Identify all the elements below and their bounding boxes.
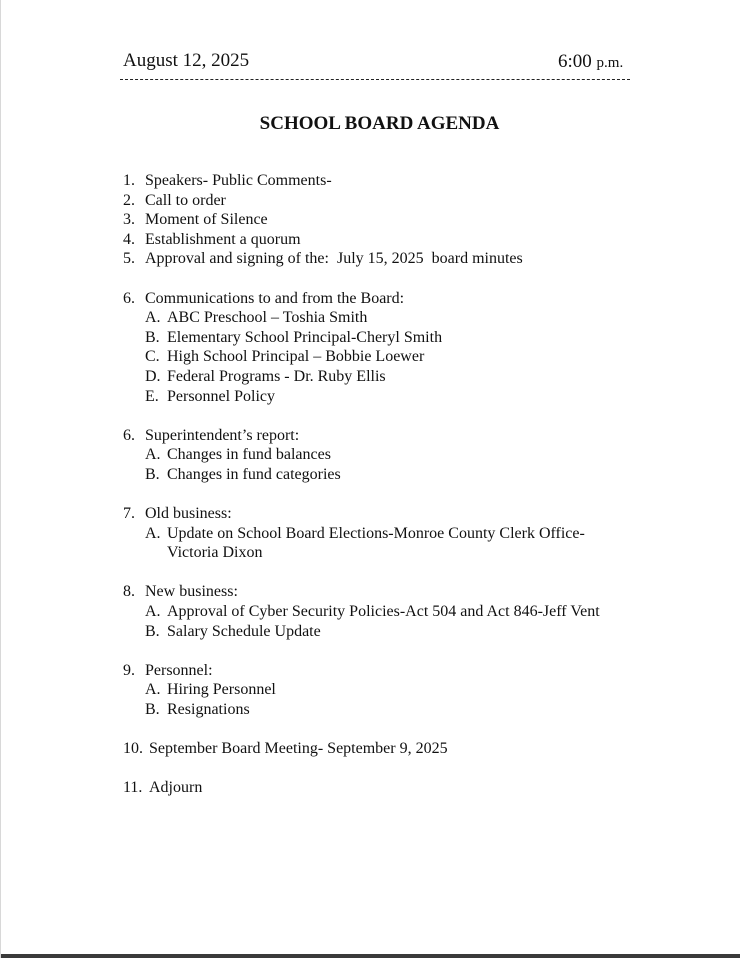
agenda-subitem bbox=[123, 680, 600, 700]
subitem-letter: B. bbox=[145, 328, 160, 346]
spacer bbox=[123, 269, 600, 289]
agenda-item bbox=[123, 289, 600, 309]
agenda-item bbox=[123, 249, 600, 269]
item-text: Approval and signing of the: July 15, 2025 board minutes bbox=[145, 250, 523, 268]
agenda-item bbox=[123, 504, 600, 524]
spacer bbox=[123, 720, 600, 740]
agenda-subitem bbox=[123, 445, 600, 465]
agenda-item bbox=[123, 210, 600, 230]
item-text: Adjourn bbox=[149, 779, 203, 797]
agenda-subitem bbox=[123, 347, 600, 367]
bottom-edge-bar bbox=[1, 954, 740, 958]
subitem-letter: A. bbox=[145, 446, 161, 464]
subitem-letter: E. bbox=[145, 387, 159, 405]
agenda-item bbox=[123, 661, 600, 681]
subitem-text: Changes in fund balances bbox=[167, 446, 331, 464]
item-text: Establishment a quorum bbox=[145, 230, 301, 248]
item-number: 2. bbox=[123, 191, 135, 209]
agenda-item bbox=[123, 739, 600, 759]
agenda-list bbox=[123, 171, 600, 798]
agenda-subitem bbox=[123, 602, 600, 622]
agenda-subitem bbox=[123, 308, 600, 328]
meeting-date: August 12, 2025 bbox=[123, 50, 250, 71]
item-text: Old business: bbox=[145, 505, 232, 523]
subitem-text: Federal Programs - Dr. Ruby Ellis bbox=[167, 367, 386, 385]
item-number: 6. bbox=[123, 289, 135, 307]
agenda-item bbox=[123, 582, 600, 602]
item-text: Superintendent’s report: bbox=[145, 426, 300, 444]
header-divider bbox=[120, 79, 630, 80]
spacer bbox=[123, 641, 600, 661]
item-number: 4. bbox=[123, 230, 135, 248]
item-text: Communications to and from the Board: bbox=[145, 289, 405, 307]
page-title: SCHOOL BOARD AGENDA bbox=[259, 113, 500, 134]
agenda-subitem bbox=[123, 387, 600, 407]
subitem-letter: C. bbox=[145, 348, 160, 366]
item-text: New business: bbox=[145, 583, 238, 601]
item-text: Personnel: bbox=[145, 661, 213, 679]
agenda-subitem bbox=[123, 700, 600, 720]
agenda-item bbox=[123, 426, 600, 446]
item-number: 3. bbox=[123, 211, 135, 229]
subitem-text: High School Principal – Bobbie Loewer bbox=[167, 348, 425, 366]
agenda-subitem bbox=[123, 328, 600, 348]
item-text: Speakers- Public Comments- bbox=[145, 172, 332, 189]
subitem-letter: B. bbox=[145, 465, 160, 483]
subitem-text: Resignations bbox=[167, 701, 250, 719]
agenda-item bbox=[123, 171, 600, 191]
item-number: 9. bbox=[123, 661, 135, 679]
agenda-item bbox=[123, 191, 600, 211]
subitem-continuation: Victoria Dixon bbox=[167, 544, 263, 562]
subitem-letter: A. bbox=[145, 309, 161, 327]
subitem-text: Hiring Personnel bbox=[167, 681, 276, 699]
subitem-text: Update on School Board Elections-Monroe County Clerk Office- bbox=[167, 524, 585, 542]
spacer bbox=[123, 563, 600, 583]
meeting-time bbox=[558, 51, 623, 73]
item-number: 11. bbox=[123, 779, 143, 797]
item-text: Call to order bbox=[145, 191, 226, 209]
subitem-letter: B. bbox=[145, 622, 160, 640]
subitem-letter: D. bbox=[145, 367, 161, 385]
subitem-text: Changes in fund categories bbox=[167, 465, 341, 483]
item-number: 6. bbox=[123, 426, 135, 444]
subitem-text: Elementary School Principal-Cheryl Smith bbox=[167, 328, 443, 346]
subitem-letter: A. bbox=[145, 681, 161, 699]
agenda-item bbox=[123, 230, 600, 250]
meeting-time-suffix: p.m. bbox=[596, 55, 624, 71]
agenda-subitem bbox=[123, 622, 600, 642]
subitem-letter: A. bbox=[145, 524, 161, 542]
spacer bbox=[123, 485, 600, 505]
item-number: 10. bbox=[123, 740, 143, 758]
item-number: 8. bbox=[123, 583, 135, 601]
item-number: 7. bbox=[123, 505, 135, 523]
subitem-letter: A. bbox=[145, 603, 161, 621]
agenda-subitem bbox=[123, 367, 600, 387]
spacer bbox=[123, 406, 600, 426]
item-number: 1. bbox=[123, 172, 135, 189]
meeting-time-value: 6:00 bbox=[558, 51, 592, 72]
subitem-text: Approval of Cyber Security Policies-Act 504 and Act 846-Jeff Vent bbox=[167, 603, 600, 621]
agenda-subitem bbox=[123, 465, 600, 485]
subitem-letter: B. bbox=[145, 701, 160, 719]
item-text: Moment of Silence bbox=[145, 211, 268, 229]
agenda-subitem bbox=[123, 524, 600, 544]
subitem-text: Salary Schedule Update bbox=[167, 622, 321, 640]
spacer bbox=[123, 759, 600, 779]
subitem-text: Personnel Policy bbox=[167, 387, 275, 405]
subitem-text: ABC Preschool – Toshia Smith bbox=[167, 309, 368, 327]
agenda-item bbox=[123, 778, 600, 798]
item-number: 5. bbox=[123, 250, 135, 268]
item-text: September Board Meeting- September 9, 2025 bbox=[149, 740, 448, 758]
